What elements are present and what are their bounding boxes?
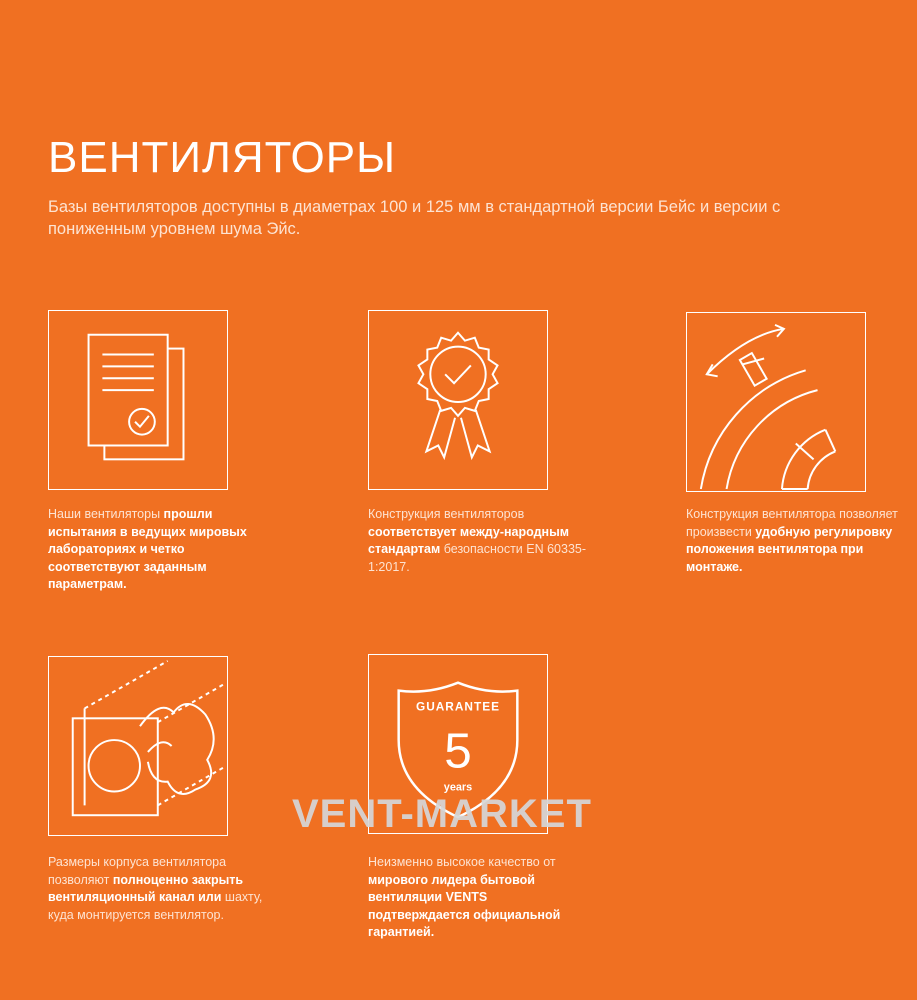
award-ribbon-icon bbox=[369, 311, 547, 489]
adjustable-mount-icon bbox=[687, 313, 865, 491]
page-title: ВЕНТИЛЯТОРЫ bbox=[48, 133, 397, 182]
page-subtitle: Базы вентиляторов доступны в диаметрах 100 и 125 мм в стандартной версии Бейс и версии с пониженным уровнем шума Эйс. bbox=[48, 198, 781, 238]
feature-card-duct bbox=[48, 656, 228, 836]
feature-card-tested bbox=[48, 310, 228, 490]
documents-check-icon bbox=[49, 311, 227, 489]
guarantee-unit: years bbox=[443, 781, 473, 794]
feature-desc-tested: Наши вентиляторы прошли испытания в ведущих мировых лабораториях и четко соответствуют заданным параметрам. bbox=[48, 507, 247, 591]
guarantee-label: GUARANTEE bbox=[415, 699, 501, 714]
feature-card-adjust bbox=[686, 312, 866, 492]
feature-card-standards bbox=[368, 310, 548, 490]
feature-desc-adjust: Конструкция вентилятора позволяет произвести удобную регулировку положения вентилятора при монтаже. bbox=[686, 507, 898, 574]
feature-desc-guarantee: Неизменно высокое качество от мирового лидера бытовой вентиляции VENTS подтверждается официальной гарантией. bbox=[368, 855, 561, 939]
duct-cover-icon bbox=[49, 657, 227, 835]
guarantee-number: 5 bbox=[444, 723, 472, 779]
feature-desc-standards: Конструкция вентиляторов соответствует между-народным стандартам безопасности EN 60335-1:2017. bbox=[368, 507, 587, 574]
watermark: VENT-MARKET bbox=[292, 792, 592, 836]
feature-desc-duct: Размеры корпуса вентилятора позволяют полноценно закрыть вентиляционный канал или шахту, куда монтируется вентилятор. bbox=[48, 855, 263, 922]
